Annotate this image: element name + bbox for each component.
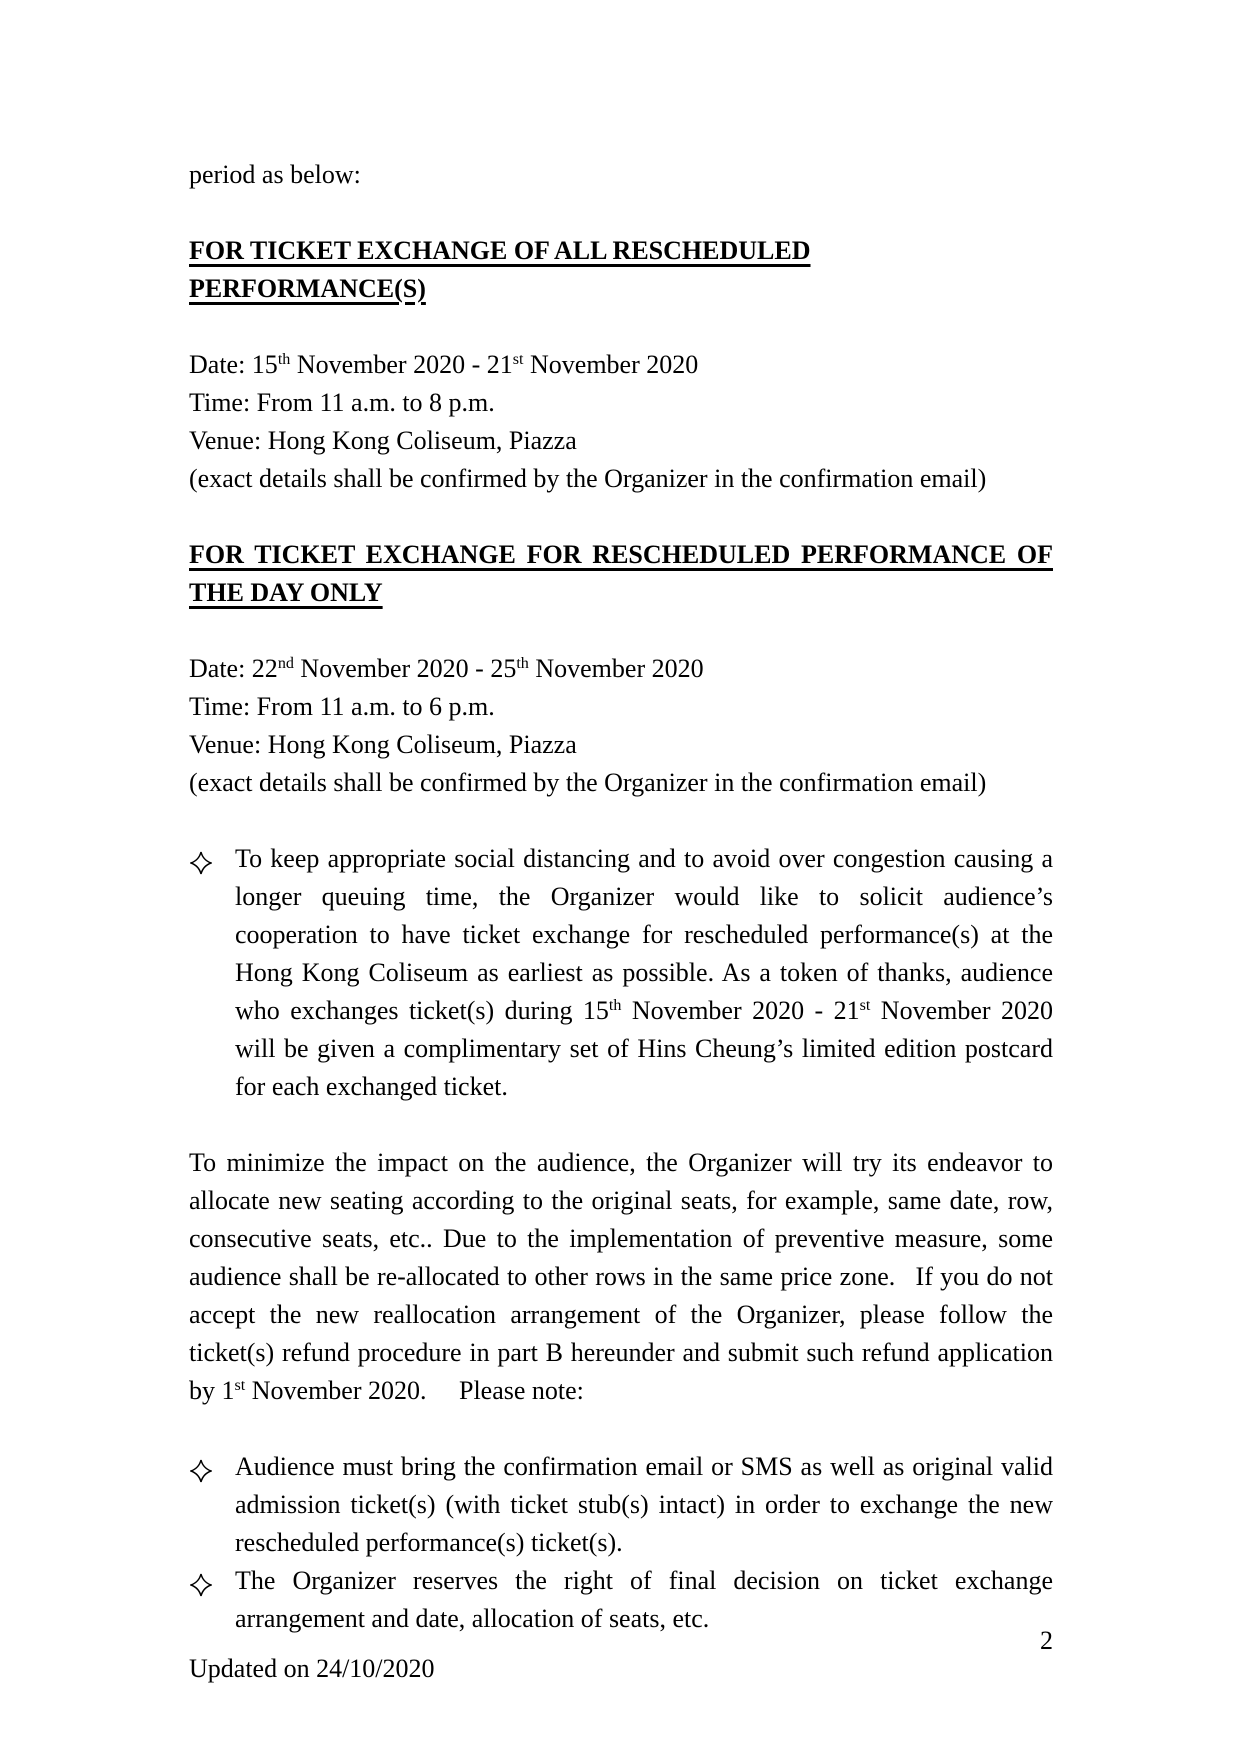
section-all-heading (189, 232, 1053, 308)
section-day-time: Time: From 11 a.m. to 6 p.m. (189, 692, 495, 721)
four-pointed-star-bullet-icon (190, 1570, 212, 1594)
section-all-note: (exact details shall be confirmed by the Organizer in the confirmation email) (189, 464, 987, 493)
page-content (189, 0, 1053, 1638)
section-day-note: (exact details shall be confirmed by the Organizer in the confirmation email) (189, 768, 987, 797)
intro-text: period as below: (189, 160, 361, 189)
bullet-item-social-distancing-text: To keep appropriate social distancing and to avoid over congestion causing a longer queuing time, the Organizer would like to solicit audience’s cooperation to have ticket exchange for rescheduled performance(s) at the Hong Kong Coliseum as earliest as possible. As a token of thanks, audience who exchanges ticket(s) during 15th November 2020 - 21st November 2020 will be given a complimentary set of Hins Cheung’s limited edition postcard for each exchanged ticket. (235, 844, 1053, 1101)
bullet-item-social-distancing (189, 840, 1053, 1106)
section-day-heading (189, 536, 1053, 612)
section-day-heading-line2: THE DAY ONLY (189, 578, 383, 607)
four-pointed-star-bullet-icon (190, 1456, 212, 1480)
section-all-details (189, 346, 1053, 498)
bullet-item-bring-confirmation (189, 1448, 1053, 1562)
footer-updated-date: Updated on 24/10/2020 (189, 1654, 435, 1683)
section-all-time: Time: From 11 a.m. to 8 p.m. (189, 388, 495, 417)
section-day-heading-line1: FOR TICKET EXCHANGE FOR RESCHEDULED PERFORMANCE OF (189, 540, 1053, 569)
section-all-venue: Venue: Hong Kong Coliseum, Piazza (189, 426, 577, 455)
bullet-item-organizer-rights (189, 1562, 1053, 1638)
page-number: 2 (1040, 1626, 1053, 1655)
four-pointed-star-bullet-icon (190, 848, 212, 872)
bullet-item-bring-confirmation-text: Audience must bring the confirmation email or SMS as well as original valid admission ticket(s) (with ticket stub(s) intact) in order to exchange the new rescheduled performance(s) ticket(s). (235, 1452, 1053, 1557)
section-day-date: Date: 22nd November 2020 - 25th November 2020 (189, 654, 704, 683)
section-all-date: Date: 15th November 2020 - 21st November 2020 (189, 350, 699, 379)
bullet-item-organizer-rights-text: The Organizer reserves the right of final decision on ticket exchange arrangement and date, allocation of seats, etc. (235, 1566, 1053, 1633)
section-day-venue: Venue: Hong Kong Coliseum, Piazza (189, 730, 577, 759)
paragraph-reallocation: To minimize the impact on the audience, the Organizer will try its endeavor to allocate new seating according to the original seats, for example, same date, row, consecutive seats, etc.. Due to the implementation of preventive measure, some audience shall be re-allocated to other rows in the same price zone. If you do not accept the new reallocation arrangement of the Organizer, please follow the ticket(s) refund procedure in part B hereunder and submit such refund application by 1st November 2020. Please note: (189, 1148, 1053, 1405)
section-all-heading-line: FOR TICKET EXCHANGE OF ALL RESCHEDULED PERFORMANCE(S) (189, 236, 811, 303)
section-day-details (189, 650, 1053, 802)
